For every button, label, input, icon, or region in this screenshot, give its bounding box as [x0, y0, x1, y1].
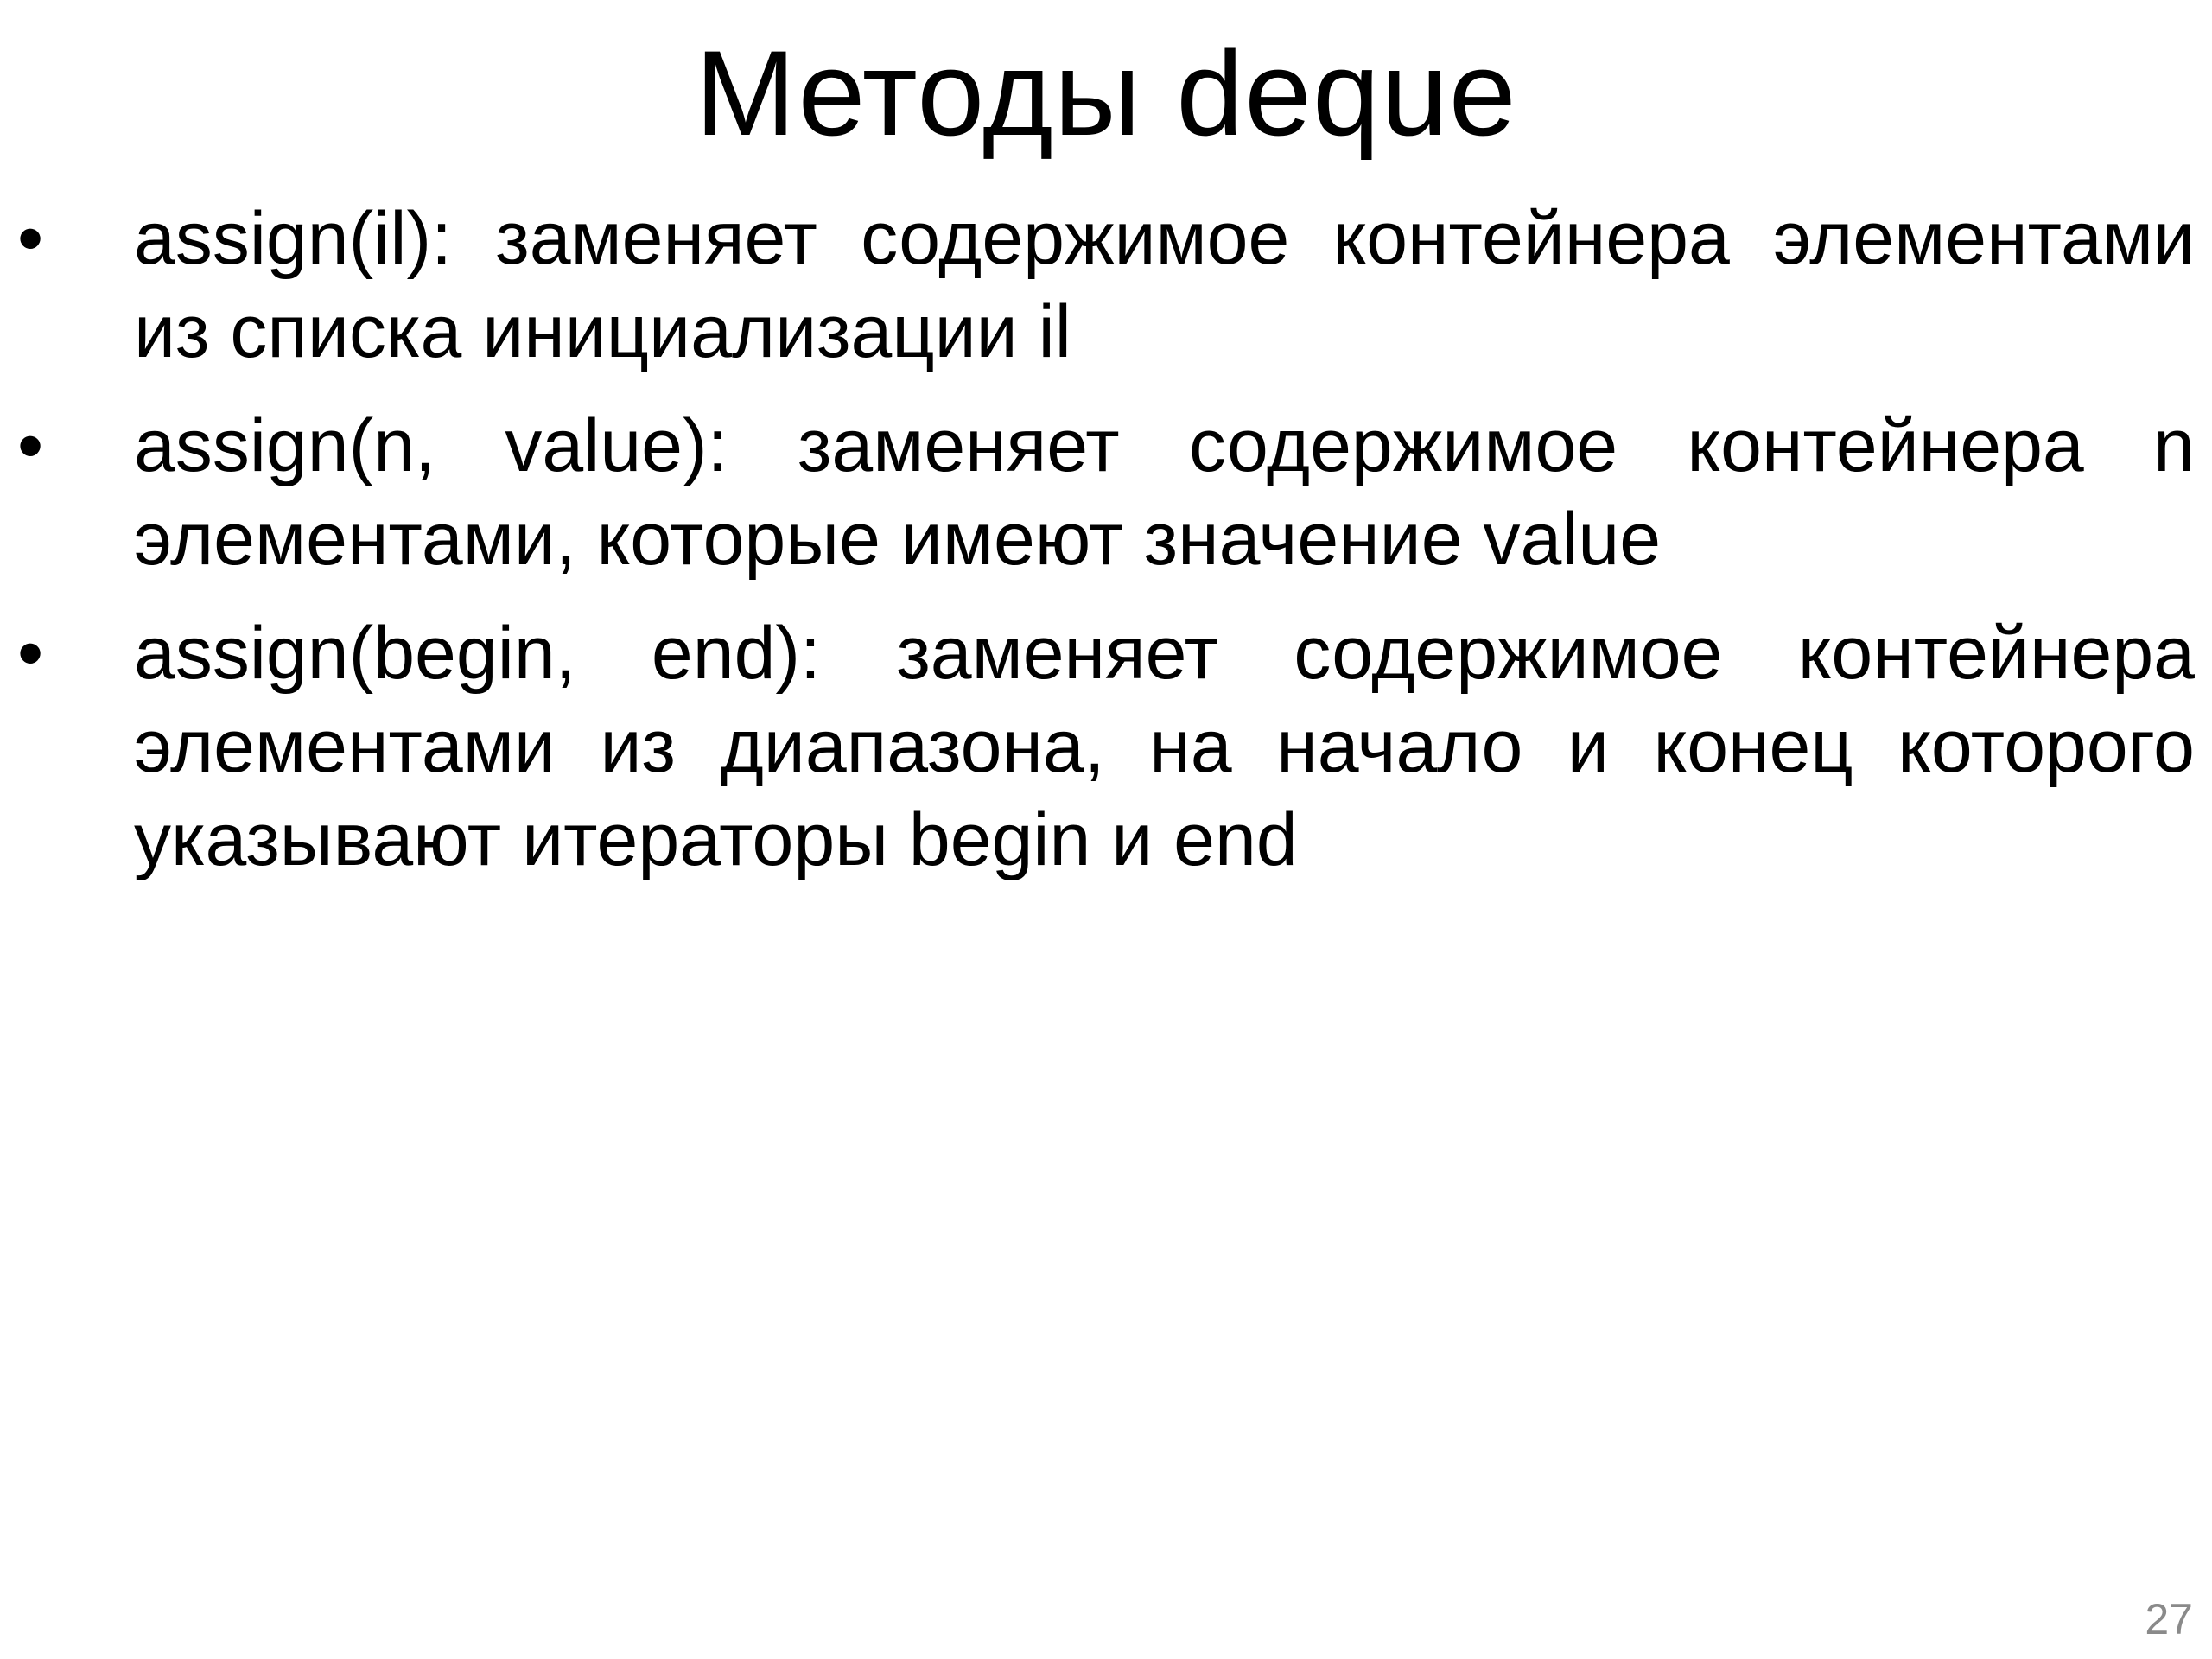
bullet-text: assign(begin, end): заменяет содержимое контейнера элементами из диапазона, на начало и конец которого указывают итераторы begin и end [134, 612, 2195, 881]
bullet-item-assign-begin-end [17, 607, 2195, 887]
bullet-icon: • [17, 612, 44, 695]
slide-title: Методы deque [695, 25, 1517, 161]
bullet-text: assign(n, value): заменяет содержимое контейнера n элементами, которые имеют значение value [134, 404, 2195, 581]
page-number: 27 [2145, 1595, 2193, 1643]
bullet-item-assign-n-value [17, 399, 2195, 586]
bullet-item-assign-il [17, 192, 2195, 378]
bullet-list [17, 192, 2195, 907]
bullet-text: assign(il): заменяет содержимое контейнера элементами из списка инициализации il [134, 197, 2195, 373]
bullet-icon: • [17, 404, 44, 487]
bullet-icon: • [17, 197, 44, 280]
